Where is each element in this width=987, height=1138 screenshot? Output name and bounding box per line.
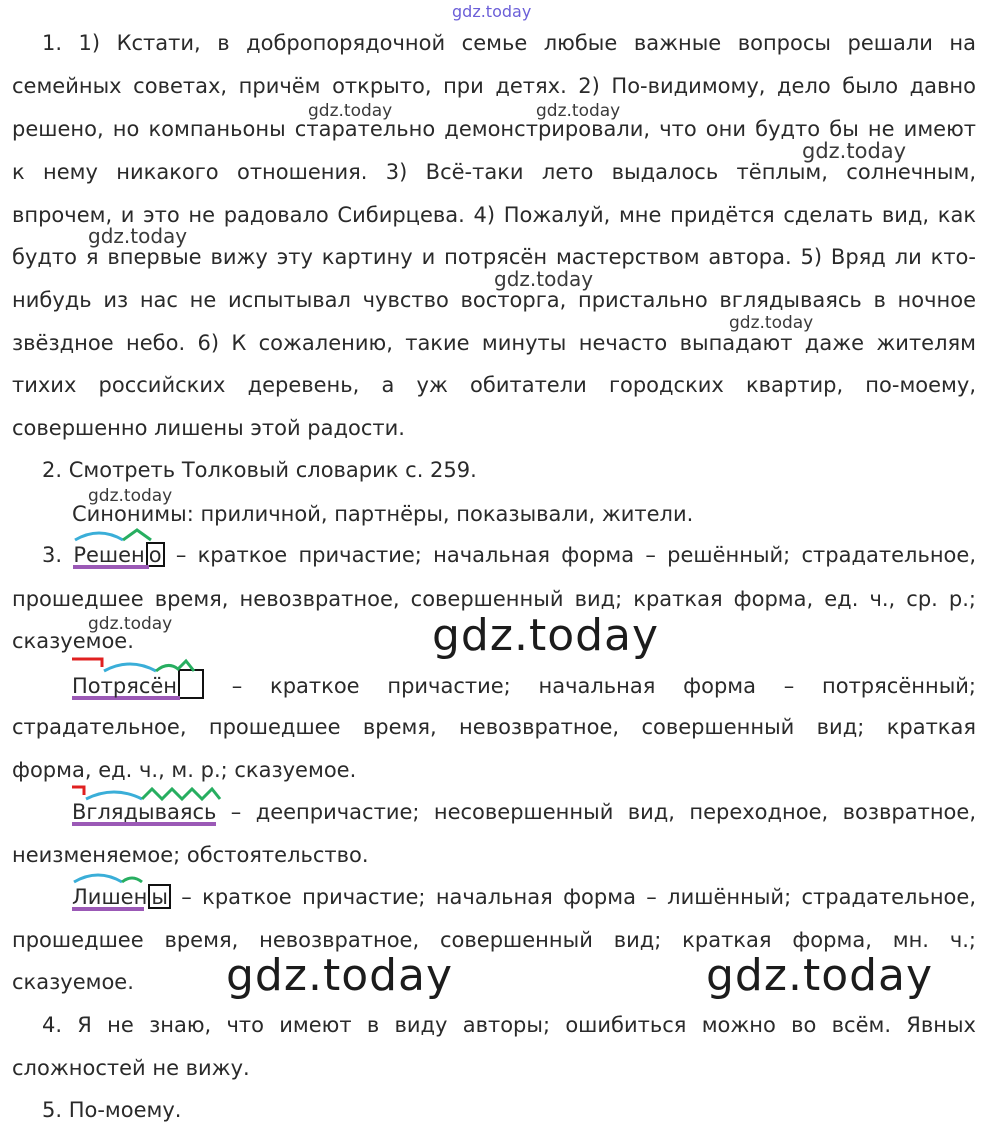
morpheme-marks (72, 783, 232, 805)
text-line: звёздное небо. 6) К сожалению, такие минуты нечасто выпадают даже жителям (12, 331, 976, 355)
text-line: прошедшее время, невозвратное, совершенный вид; краткая форма, мн. ч.; (12, 928, 976, 952)
word-stem: Лишен (72, 885, 148, 909)
text-line (72, 882, 976, 912)
text-line: к нему никакого отношения. 3) Всё-таки лето выдалось тёплым, солнечным, (12, 160, 976, 184)
text-line: впрочем, и это не радовало Сибирцева. 4) Пожалуй, мне придётся сделать вид, как (12, 203, 976, 227)
text-line (72, 797, 976, 827)
watermark: gdz.today (536, 101, 621, 121)
text-line: сказуемое. (12, 629, 134, 653)
analysis-text: – краткое причастие; начальная форма – лишённый; страдательное, (170, 885, 976, 909)
watermark: gdz.today (494, 267, 594, 291)
text-line: страдательное, прошедшее время, невозвратное, совершенный вид; краткая (12, 715, 976, 739)
watermark-large: gdz.today (706, 950, 934, 1001)
word-ending: о (146, 542, 165, 567)
morpheme-marks (72, 868, 172, 888)
text-line (72, 669, 976, 699)
synonyms-line: Синонимы: приличной, партнёры, показывали, жители. (72, 502, 694, 526)
text-line: сказуемое. (12, 970, 134, 994)
text-line: решено, но компаньоны старательно демонстрировали, что они будто бы не имеют (12, 117, 976, 141)
text-line: 4. Я не знаю, что имеют в виду авторы; ошибиться можно во всём. Явных (42, 1013, 976, 1037)
analysis-text: – краткое причастие; начальная форма – потрясённый; (204, 674, 976, 698)
watermark: gdz.today (88, 224, 188, 248)
word: Вглядываясь (72, 800, 217, 824)
word-potryasen-parsed (72, 669, 204, 701)
word-reshen-parsed (73, 540, 164, 570)
text-line: 2. Смотреть Толковый словарик с. 259. (42, 458, 477, 482)
text-line: нибудь из нас не испытывал чувство восторга, пристально вглядываясь в ночное (12, 288, 976, 312)
word-stem: Потрясён (72, 674, 178, 698)
watermark: gdz.today (729, 313, 814, 333)
text-line: неизменяемое; обстоятельство. (12, 843, 369, 867)
word-stem: Решен (73, 543, 145, 567)
watermark: gdz.today (802, 139, 907, 163)
word-lishen-parsed (72, 882, 171, 912)
watermark: gdz.today (88, 486, 173, 506)
text-line: прошедшее время, невозвратное, совершенный вид; краткая форма, ед. ч., ср. р.; (12, 587, 976, 611)
text-line (42, 540, 976, 570)
word-vglyadyvayas-parsed (72, 797, 216, 827)
text-line: совершенно лишены этой радости. (12, 416, 405, 440)
text-line: сложностей не вижу. (12, 1056, 250, 1080)
text-line: форма, ед. ч., м. р.; сказуемое. (12, 758, 357, 782)
watermark-top: gdz.today (452, 2, 532, 21)
text-line: 5. По-моему. (42, 1098, 182, 1122)
analysis-text: – деепричастие; несовершенный вид, переходное, возвратное, (216, 800, 976, 824)
analysis-text: – краткое причастие; начальная форма – решённый; страдательное, (164, 543, 977, 567)
watermark: gdz.today (308, 101, 393, 121)
word-ending: ы (148, 884, 171, 909)
morpheme-marks (72, 655, 212, 677)
item-number: 3. (42, 543, 63, 567)
morpheme-marks (73, 526, 163, 546)
text-line: 1. 1) Кстати, в добропорядочной семье любые важные вопросы решали на (42, 31, 976, 55)
watermark: gdz.today (88, 614, 173, 634)
text-line: семейных советах, причём открыто, при детях. 2) По-видимому, дело было давно (12, 74, 976, 98)
watermark-large: gdz.today (432, 610, 660, 661)
text-line: тихих российских деревень, а уж обитатели городских квартир, по-моему, (12, 373, 976, 397)
text-line: будто я впервые вижу эту картину и потрясён мастерством автора. 5) Вряд ли кто- (12, 245, 976, 269)
watermark-large: gdz.today (226, 950, 454, 1001)
